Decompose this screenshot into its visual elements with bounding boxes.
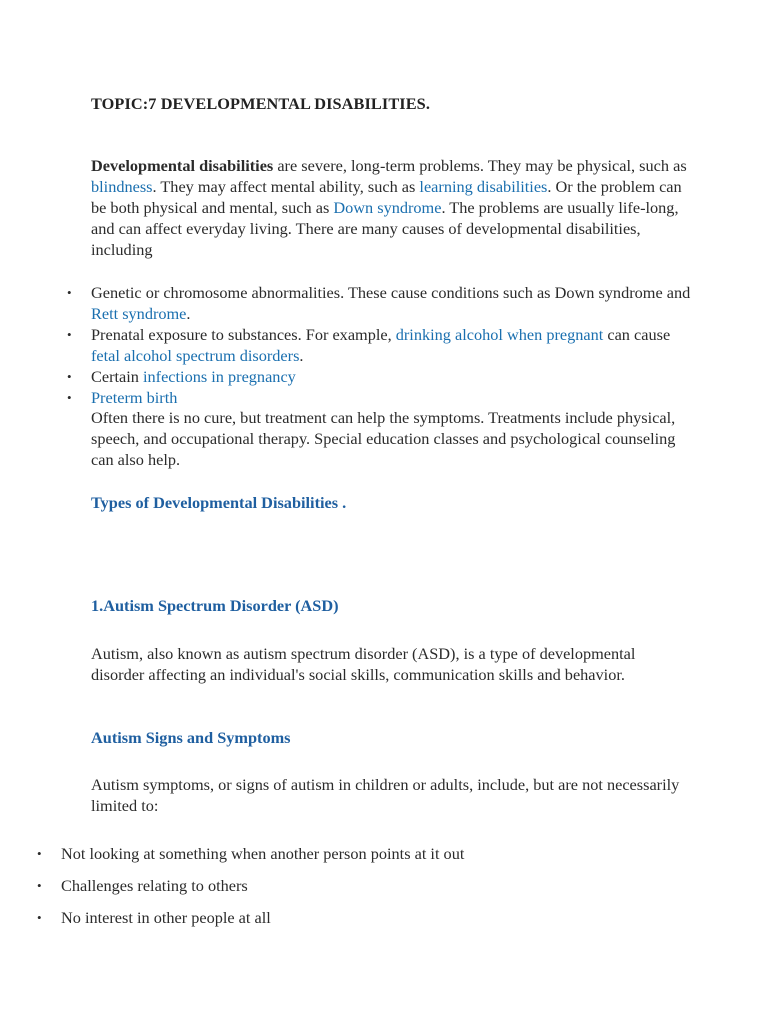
sign-text: Not looking at something when another person points at it out bbox=[61, 844, 465, 863]
cause-text: Genetic or chromosome abnormalities. These cause conditions such as Down syndrome and bbox=[91, 283, 691, 302]
page-title: TOPIC:7 DEVELOPMENTAL DISABILITIES. bbox=[91, 94, 431, 113]
intro-text-4: . The problems are usually life-long, and can affect everyday living. There are many causes of developmental disabilities, including bbox=[91, 198, 679, 259]
bullet-icon: • bbox=[67, 327, 72, 342]
cause-text-end: . bbox=[186, 304, 191, 323]
cause-text: Prenatal exposure to substances. For example, bbox=[91, 325, 396, 344]
link-fetal-alcohol[interactable]: fetal alcohol spectrum disorders bbox=[91, 346, 300, 365]
asd-paragraph: Autism, also known as autism spectrum disorder (ASD), is a type of developmental disorder affecting an individual's social skills, communication skills and behavior. bbox=[91, 644, 636, 684]
causes-list bbox=[67, 282, 691, 408]
bullet-icon: • bbox=[37, 878, 42, 893]
list-item bbox=[37, 875, 701, 907]
link-infections-pregnancy[interactable]: infections in pregnancy bbox=[143, 367, 296, 386]
link-down-syndrome[interactable]: Down syndrome bbox=[333, 198, 442, 217]
intro-text-1: are severe, long-term problems. They may be physical, such as bbox=[273, 156, 687, 175]
treatment-paragraph: Often there is no cure, but treatment can help the symptoms. Treatments include physical, speech, and occupational therapy. Special education classes and psychological counseling can also help. bbox=[91, 408, 676, 469]
link-drinking-alcohol[interactable]: drinking alcohol when pregnant bbox=[395, 325, 604, 344]
link-preterm-birth[interactable]: Preterm birth bbox=[91, 388, 178, 407]
sign-text: Challenges relating to others bbox=[61, 876, 248, 895]
list-item bbox=[67, 282, 691, 324]
signs-heading: Autism Signs and Symptoms bbox=[91, 728, 291, 747]
signs-intro: Autism symptoms, or signs of autism in children or adults, include, but are not necessarily limited to: bbox=[91, 775, 680, 815]
bullet-icon: • bbox=[67, 390, 72, 405]
cause-text-mid: can cause bbox=[603, 325, 671, 344]
bullet-icon: • bbox=[67, 285, 72, 300]
link-learning-disabilities[interactable]: learning disabilities bbox=[419, 177, 548, 196]
bullet-icon: • bbox=[37, 846, 42, 861]
asd-heading: 1.Autism Spectrum Disorder (ASD) bbox=[91, 596, 339, 615]
bullet-icon: • bbox=[67, 369, 72, 384]
cause-text-end: . bbox=[299, 346, 304, 365]
intro-text-3: . Or the problem can be both physical and mental, such as bbox=[91, 177, 682, 217]
intro-paragraph bbox=[91, 155, 691, 260]
intro-term: Developmental disabilities bbox=[91, 156, 274, 175]
sign-text: No interest in other people at all bbox=[61, 908, 271, 927]
bullet-icon: • bbox=[37, 910, 42, 925]
list-item bbox=[67, 366, 691, 387]
link-blindness[interactable]: blindness bbox=[91, 177, 153, 196]
types-heading: Types of Developmental Disabilities . bbox=[91, 493, 347, 512]
list-item bbox=[67, 324, 691, 366]
cause-text: Certain bbox=[91, 367, 143, 386]
list-item bbox=[37, 843, 701, 875]
list-item bbox=[37, 907, 701, 939]
signs-list bbox=[37, 843, 701, 939]
list-item bbox=[67, 387, 691, 408]
link-rett-syndrome[interactable]: Rett syndrome bbox=[91, 304, 187, 323]
intro-text-2: . They may affect mental ability, such as bbox=[152, 177, 420, 196]
